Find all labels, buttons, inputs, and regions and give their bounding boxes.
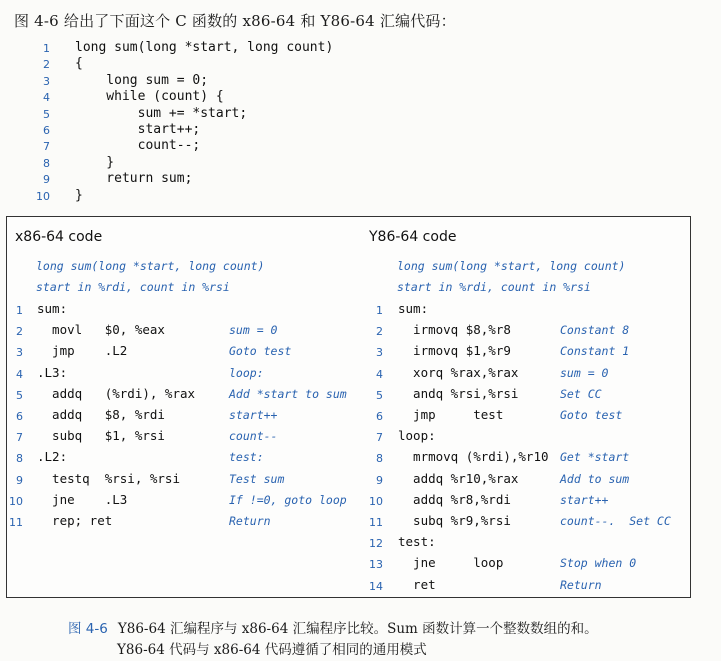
line-number: 9	[43, 173, 50, 187]
y86-row	[7, 386, 687, 407]
line-number: 4	[16, 367, 23, 381]
code-comparison-panel	[6, 216, 691, 598]
y86-row	[7, 513, 687, 534]
instruction: sum:	[37, 301, 68, 316]
y86-row	[7, 428, 687, 449]
y86-row	[7, 301, 687, 322]
line-number: 4	[376, 367, 383, 381]
comment: Goto test	[560, 408, 623, 422]
line-number: 6	[43, 123, 50, 137]
line-number: 7	[376, 431, 383, 445]
instruction: testq %rsi, %rsi	[37, 470, 180, 486]
comment: Add *start to sum	[229, 386, 347, 401]
instruction: .L2:	[37, 449, 68, 465]
instruction: loop:	[398, 428, 436, 444]
line-number: 13	[369, 558, 383, 572]
y86-row	[7, 555, 687, 576]
x86-header-signature: long sum(long *start, long count)	[36, 259, 265, 273]
comment: Get *start	[560, 450, 630, 465]
line-number: 1	[43, 42, 50, 55]
y86-row	[7, 343, 687, 364]
source-code: {	[75, 56, 83, 72]
line-number: 2	[43, 58, 50, 72]
line-number: 5	[43, 107, 50, 121]
comment: count--. Set CC	[560, 514, 671, 528]
y86-title: Y86-64 code	[369, 229, 457, 245]
comment: loop:	[229, 365, 264, 380]
line-number: 5	[376, 388, 383, 402]
instruction: subq $1, %rsi	[37, 428, 165, 444]
line-number: 9	[16, 473, 23, 487]
comment: Constant 1	[560, 344, 630, 359]
line-number: 10	[36, 189, 50, 203]
line-number: 11	[9, 516, 23, 529]
instruction: jmp test	[398, 407, 504, 422]
instruction: movl $0, %eax	[37, 322, 165, 338]
comment: test:	[229, 450, 264, 465]
y86-header-args: start in %rdi, count in %rsi	[397, 280, 591, 294]
source-code: return sum;	[75, 171, 193, 187]
instruction: sum:	[398, 301, 429, 316]
line-number: 1	[16, 304, 23, 317]
line-number: 3	[16, 346, 23, 360]
source-code: start++;	[75, 121, 201, 137]
line-number: 3	[376, 346, 383, 360]
instruction: jne .L3	[37, 491, 128, 507]
source-code: while (count) {	[75, 89, 224, 105]
instruction: ret	[398, 576, 436, 592]
line-number: 4	[43, 91, 50, 105]
line-number: 10	[9, 494, 23, 508]
comment: If !=0, goto loop	[229, 492, 347, 507]
instruction: addq (%rdi), %rax	[37, 385, 196, 401]
instruction: jne loop	[398, 555, 504, 571]
instruction: mrmovq (%rdi),%r10	[398, 449, 549, 465]
instruction: subq %r9,%rsi	[398, 513, 511, 528]
caption-label: 图 4-6	[68, 621, 108, 637]
line-number: 7	[43, 140, 50, 154]
line-number: 5	[16, 388, 23, 402]
line-number: 2	[376, 325, 383, 339]
instruction: andq %rsi,%rsi	[398, 385, 519, 401]
line-number: 8	[376, 452, 383, 466]
y86-row	[7, 322, 687, 343]
comment: start++	[560, 492, 609, 507]
line-number: 6	[16, 410, 23, 423]
y86-row	[7, 492, 687, 513]
instruction: irmovq $8,%r8	[398, 322, 511, 338]
line-number: 11	[369, 516, 383, 529]
line-number: 1	[376, 304, 383, 317]
line-number: 8	[16, 452, 23, 466]
source-code: long sum = 0;	[75, 72, 209, 88]
comment: start++	[229, 408, 278, 422]
instruction: rep; ret	[37, 513, 113, 528]
comment: Return	[229, 514, 271, 528]
y86-row	[7, 449, 687, 470]
instruction: addq %r8,%rdi	[398, 491, 511, 507]
line-number: 8	[43, 156, 50, 170]
comment: Constant 8	[560, 323, 630, 338]
line-number: 9	[376, 473, 383, 487]
source-code: }	[75, 187, 83, 203]
source-code: }	[75, 154, 115, 170]
y86-row	[7, 407, 687, 428]
y86-row	[7, 577, 687, 598]
comment: Return	[560, 577, 602, 592]
figure-caption	[68, 619, 598, 661]
source-code: long sum(long *start, long count)	[75, 40, 334, 55]
comment: sum = 0	[229, 323, 278, 338]
line-number: 14	[369, 579, 383, 593]
comment: Set CC	[560, 386, 602, 401]
source-code: count--;	[75, 138, 201, 154]
line-number: 7	[16, 431, 23, 445]
intro-text: 图 4-6 给出了下面这个 C 函数的 x86-64 和 Y86-64 汇编代码：	[14, 12, 456, 30]
instruction: jmp .L2	[37, 343, 128, 359]
line-number: 2	[16, 325, 23, 339]
comment: Stop when 0	[560, 556, 637, 571]
y86-row	[7, 471, 687, 492]
comment: Add to sum	[560, 471, 630, 486]
comment: Goto test	[229, 344, 292, 359]
instruction: irmovq $1,%r9	[398, 343, 511, 359]
comment: count--	[229, 429, 278, 444]
line-number: 6	[376, 410, 383, 423]
comment: Test sum	[229, 471, 285, 486]
instruction: .L3:	[37, 364, 68, 380]
comment: sum = 0	[560, 365, 609, 380]
caption-line1: Y86-64 汇编程序与 x86-64 汇编程序比较。Sum 函数计算一个整数数组的和。	[117, 621, 598, 637]
caption-line2: Y86-64 代码与 x86-64 代码遵循了相同的通用模式	[117, 642, 427, 658]
x86-header-args: start in %rdi, count in %rsi	[36, 280, 230, 294]
instruction: test:	[398, 534, 436, 550]
y86-header-signature: long sum(long *start, long count)	[397, 259, 626, 273]
instruction: xorq %rax,%rax	[398, 364, 519, 380]
source-code: sum += *start;	[75, 105, 248, 121]
line-number: 3	[43, 74, 50, 88]
line-number: 12	[369, 537, 383, 551]
y86-row	[7, 365, 687, 386]
instruction: addq $8, %rdi	[37, 407, 165, 422]
instruction: addq %r10,%rax	[398, 470, 519, 486]
y86-row	[7, 534, 687, 555]
line-number: 10	[369, 494, 383, 508]
x86-title: x86-64 code	[15, 229, 103, 245]
